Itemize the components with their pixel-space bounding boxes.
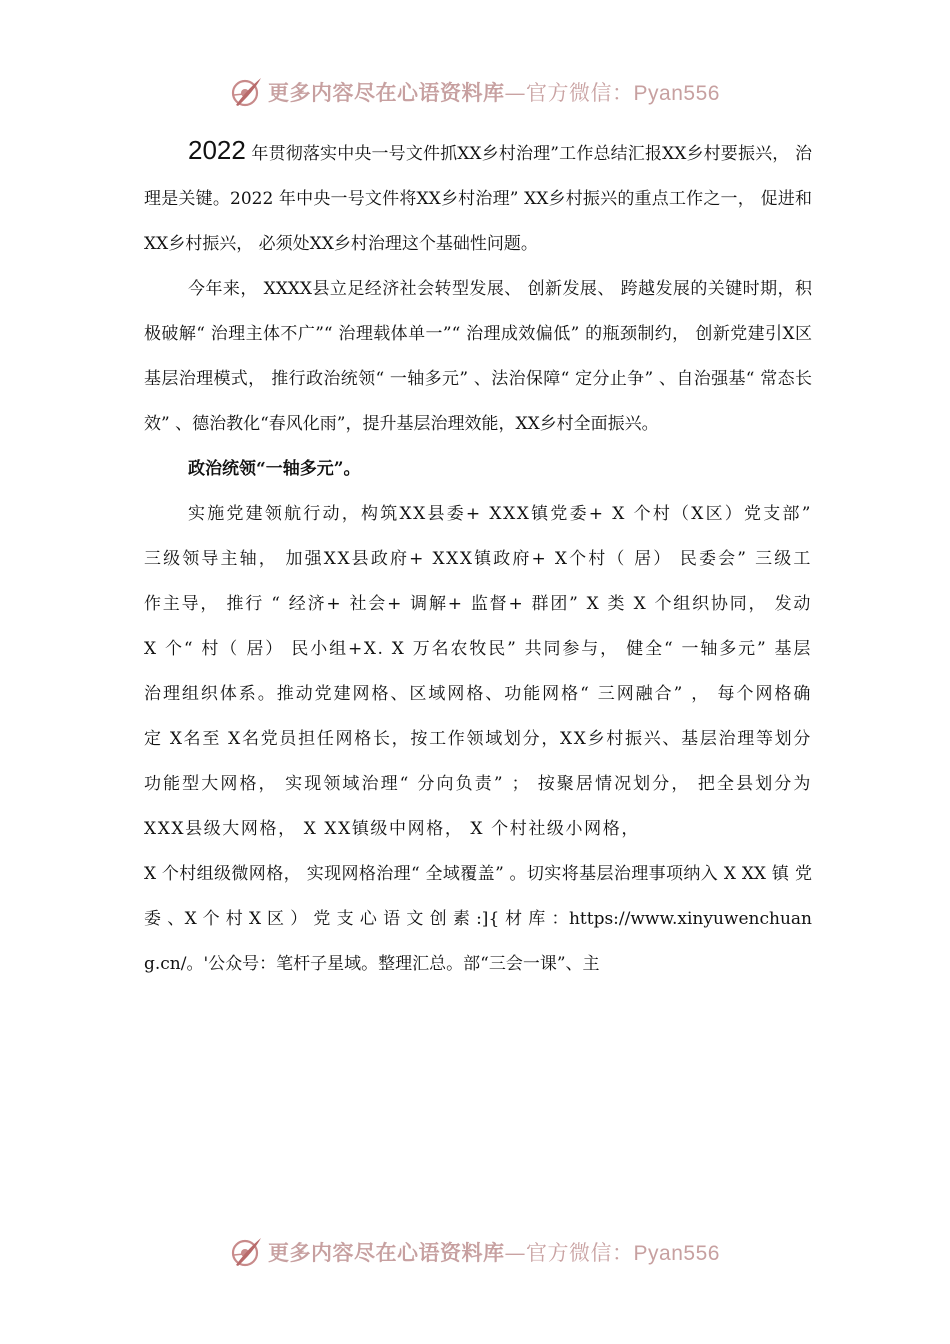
paragraph-continuation: X 个村组级微网格， 实现网格治理“ 全域覆盖” 。切实将基层治理事项纳入 X XX 镇 党 委 、X 个 村 X 区 ） 党 支 心 语 文 创 素 :]{ 材 库 ：https://www.xinyuwenchuang.cn/。'公众号：笔杆子星域。整理汇总。部“三会一课”、主 [144, 864, 812, 974]
banner-brand: 更多内容尽在心语资料库 [268, 80, 505, 105]
banner-text [268, 1237, 720, 1267]
section-heading: 政治统领“一轴多元”。 [188, 459, 361, 479]
banner-brand: 更多内容尽在心语资料库 [268, 1240, 505, 1265]
quill-logo-icon [230, 75, 264, 109]
banner-separator: — [504, 1241, 527, 1265]
banner-text [268, 77, 720, 107]
banner-label: 官方微信： [526, 81, 634, 105]
banner-wechat-id: Pyan556 [633, 1242, 720, 1265]
banner-wechat-id: Pyan556 [633, 82, 720, 105]
banner-label: 官方微信： [526, 1241, 634, 1265]
footer-banner [0, 1232, 950, 1272]
paragraph-intro [144, 128, 812, 267]
quill-logo-icon [230, 1235, 264, 1269]
banner-separator: — [504, 81, 527, 105]
document-body [144, 128, 812, 987]
intro-text: 年贯彻落实中央一号文件抓XX乡村治理”工作总结汇报XX乡村要振兴， 治理是关键。2022 年中央一号文件将XX乡村治理” XX乡村振兴的重点工作之一， 促进和XX乡村振兴， 必须处XX乡村治理这个基础性问题。 [144, 144, 812, 254]
intro-year: 2022 [188, 135, 246, 165]
paragraph-overview: 今年来， XXXX县立足经济社会转型发展、 创新发展、 跨越发展的关键时期，积极破解“ 治理主体不广”“ 治理载体单一”“ 治理成效偏低” 的瓶颈制约， 创新党建引X区基层治理模式， 推行政治统领“ 一轴多元” 、法治保障“ 定分止争” 、自治强基“ 常态长效” 、德治教化“春风化雨”，提升基层治理效能，XX乡村全面振兴。 [144, 279, 812, 434]
paragraph-section-body: 实施党建领航行动，构筑XX县委+ XXX镇党委+ X 个村（X区）党支部” 三级领导主轴， 加强XX县政府+ XXX镇政府+ X个村（ 居） 民委会” 三级工作主导， 推行 “ 经济+ 社会+ 调解+ 监督+ 群团” X 类 X 个组织协同， 发动 X 个“ 村（ 居） 民小组+X. X 万名农牧民” 共同参与， 健全“ 一轴多元” 基层治理组织体系。推动党建网格、区域网格、功能网格“ 三网融合” ， 每个网格确定 X名至 X名党员担任网格长，按工作领域划分，XX乡村振兴、基层治理等划分功能型大网格， 实现领域治理“ 分向负责” ； 按聚居情况划分， 把全县划分为 XXX县级大网格， X XX镇级中网格， X 个村社级小网格， [144, 504, 812, 839]
header-banner [0, 72, 950, 112]
